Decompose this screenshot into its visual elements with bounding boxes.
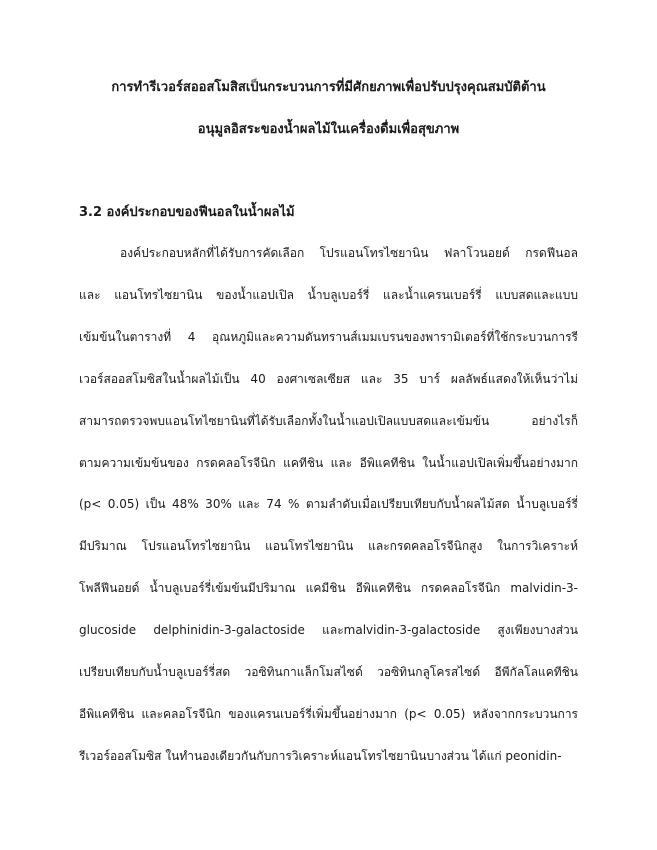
paragraph-line: อีพิแคทีชิน และคลอโรจีนิก ของแครนเบอร์รี่เพิ่มขึ้นอย่างมาก (p< 0.05) หลังจากกระบวนการ bbox=[79, 707, 578, 721]
paragraph-line: (p< 0.05) เป็น 48% 30% และ 74 % ตามลำดับเมื่อเปรียบเทียบกับน้ำผลไม้สด น้ำบลูเบอร์รี่ bbox=[79, 497, 578, 511]
document-title-line-1: การทำรีเวอร์สออสโมสิสเป็นกระบวนการที่มีศักยภาพเพื่อปรับปรุงคุณสมบัติต้าน bbox=[111, 80, 546, 95]
paragraph-line: glucoside delphinidin-3-galactoside และmalvidin-3-galactoside สูงเพียงบางส่วน bbox=[79, 623, 578, 637]
paragraph-line: โพลีฟีนอยด์ น้ำบลูเบอร์รี่เข้มข้นมีปริมาณ แคมีชิน อีพิแคทีชิน กรดคลอโรจีนิก malvidin-3- bbox=[79, 581, 578, 595]
document-title-line-2: อนุมูลอิสระของน้ำผลไม้ในเครื่องดื่มเพื่อสุขภาพ bbox=[197, 122, 460, 137]
paragraph-line: เข้มข้นในตารางที่ 4 อุณหภูมิและความดันทรานส์เมมเบรนของพารามิเตอร์ที่ใช้กระบวนการรี bbox=[79, 330, 578, 344]
paragraph-line: และ แอนโทรไซยานิน ของน้ำแอปเปิล น้ำบลูเบอร์รี่ และน้ำแครนเบอร์รี่ แบบสดและแบบ bbox=[79, 288, 578, 302]
paragraph-line: สามารถตรวจพบแอนโทไซยานินที่ได้รับเลือกทั้งในน้ำแอปเปิลแบบสดและเข้มข้น อย่างไรก็ bbox=[79, 414, 578, 428]
paragraph-line: มีปริมาณ โปรแอนโทรไซยานิน แอนโทรไซยานิน และกรดคลอโรจีนิกสูง ในการวิเคราะห์ bbox=[79, 539, 578, 553]
paragraph-line: เวอร์สออสโมซิสในน้ำผลไม้เป็น 40 องศาเซลเซียส และ 35 บาร์ ผลลัพธ์แสดงให้เห็นว่าไม่ bbox=[79, 372, 578, 386]
paragraph-line: รีเวอร์ออสโมซิส ในทำนองเดียวกันกับการวิเคราะห์แอนโทรไซยานินบางส่วน ได้แก่ peonidin- bbox=[79, 749, 562, 763]
section-heading: 3.2 องค์ประกอบของฟีนอลในน้ำผลไม้ bbox=[79, 205, 295, 220]
paragraph-line: ตามความเข้มข้นของ กรดคลอโรจีนิก แคทีชิน และ อีพิแคทีชิน ในน้ำแอปเปิลเพิ่มขึ้นอย่างมาก bbox=[79, 456, 578, 470]
paragraph-line: เปรียบเทียบกับน้ำบลูเบอร์รี่สด วอซิทินกาแล็กโมสไซด์ วอซิทินกลูโครสไซด์ อีพีกัลโลแคทีชิน bbox=[79, 665, 578, 679]
paragraph-line: องค์ประกอบหลักที่ได้รับการคัดเลือก โปรแอนโทรไซยานิน ฟลาโวนอยด์ กรดฟีนอล bbox=[120, 246, 578, 260]
